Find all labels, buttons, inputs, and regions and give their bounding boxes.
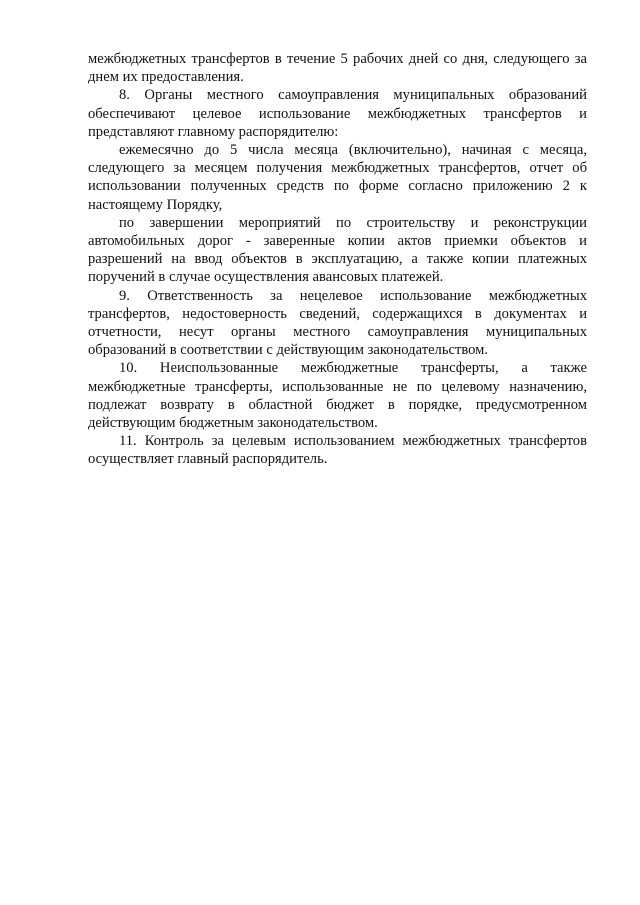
paragraph-continuation: межбюджетных трансфертов в течение 5 рабочих дней со дня, следующего за днем их предоставления. bbox=[88, 51, 587, 86]
paragraph-item-9: 9. Ответственность за нецелевое использование межбюджетных трансфертов, недостоверность сведений, содержащихся в документах и отчетности, несут органы местного самоуправления муниципальных образований в соответствии с действующим законодательством. bbox=[88, 287, 587, 359]
paragraph-completion-documents: по завершении мероприятий по строительству и реконструкции автомобильных дорог - заверенные копии актов приемки объектов и разрешений на ввод объектов в эксплуатацию, а также копии платежных поручений в случае осуществления авансовых платежей. bbox=[88, 214, 587, 286]
paragraph-item-10: 10. Неиспользованные межбюджетные трансферты, а также межбюджетные трансферты, использованные не по целевому назначению, подлежат возврату в областной бюджет в порядке, предусмотренном действующим бюджетным законодательством. bbox=[88, 360, 587, 432]
paragraph-item-8: 8. Органы местного самоуправления муниципальных образований обеспечивают целевое использование межбюджетных трансфертов и представляют главному распорядителю: bbox=[88, 87, 587, 140]
paragraph-monthly-report: ежемесячно до 5 числа месяца (включительно), начиная с месяца, следующего за месяцем получения межбюджетных трансфертов, отчет об использовании полученных средств по форме согласно приложению 2 к настоящему Порядку, bbox=[88, 142, 587, 213]
paragraph-item-11: 11. Контроль за целевым использованием межбюджетных трансфертов осуществляет главный распорядитель. bbox=[88, 433, 587, 468]
document-body bbox=[88, 50, 587, 469]
